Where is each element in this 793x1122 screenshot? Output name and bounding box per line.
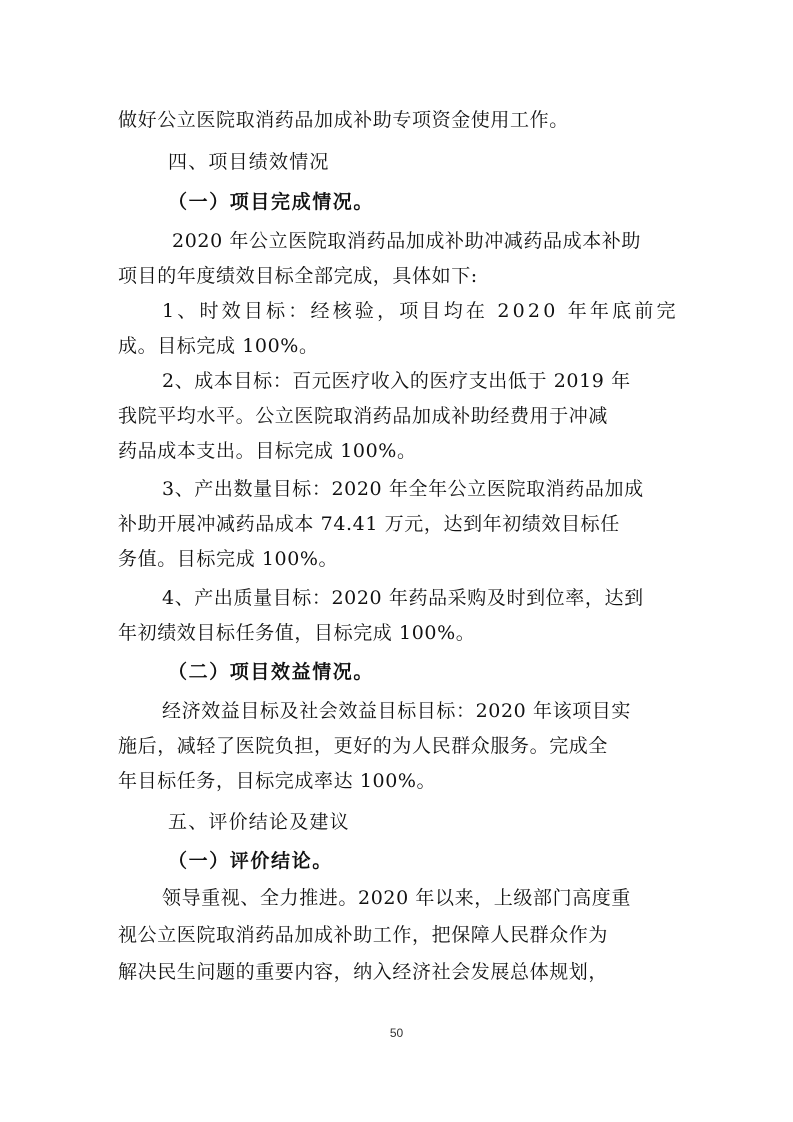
paragraph-line: 施后，减轻了医院负担，更好的为人民群众服务。完成全 xyxy=(118,735,609,757)
paragraph-line: 3、产出数量目标：2020 年全年公立医院取消药品加成 xyxy=(162,478,644,500)
paragraph-line: 项目的年度绩效目标全部完成，具体如下: xyxy=(118,265,478,287)
paragraph-line: 视公立医院取消药品加成补助工作，把保障人民群众作为 xyxy=(118,924,609,946)
paragraph-line: 2、成本目标：百元医疗收入的医疗支出低于 2019 年 xyxy=(162,370,631,392)
subsection-heading: （二）项目效益情况。 xyxy=(168,661,375,683)
paragraph-line: 我院平均水平。公立医院取消药品加成补助经费用于冲减 xyxy=(118,405,609,427)
paragraph-line: 解决民生问题的重要内容，纳入经济社会发展总体规划， xyxy=(118,961,609,983)
subsection-heading: （一）项目完成情况。 xyxy=(168,191,375,213)
subsection-heading: （一）评价结论。 xyxy=(168,850,333,872)
section-heading: 四、项目绩效情况 xyxy=(168,151,330,173)
paragraph-line: 领导重视、全力推进。2020 年以来，上级部门高度重 xyxy=(162,887,631,909)
paragraph-line: 年目标任务，目标完成率达 100%。 xyxy=(118,770,437,792)
paragraph-line: 补助开展冲减药品成本 74.41 万元，达到年初绩效目标任 xyxy=(118,513,620,535)
paragraph-line: 经济效益目标及社会效益目标目标：2020 年该项目实 xyxy=(162,700,631,722)
paragraph-line: 药品成本支出。目标完成 100%。 xyxy=(118,440,417,462)
paragraph-line: 1、时效目标：经核验，项目均在 2020 年年底前完 xyxy=(162,300,679,322)
section-heading: 五、评价结论及建议 xyxy=(168,811,350,833)
paragraph-line: 成。目标完成 100%。 xyxy=(118,335,319,357)
paragraph-line: 2020 年公立医院取消药品加成补助冲减药品成本补助 xyxy=(172,230,641,252)
paragraph-line: 4、产出质量目标：2020 年药品采购及时到位率，达到 xyxy=(162,587,644,609)
paragraph-line: 年初绩效目标任务值，目标完成 100%。 xyxy=(118,622,476,644)
page-number: 50 xyxy=(389,1026,404,1040)
paragraph-line: 做好公立医院取消药品加成补助专项资金使用工作。 xyxy=(118,109,569,131)
paragraph-line: 务值。目标完成 100%。 xyxy=(118,548,339,570)
